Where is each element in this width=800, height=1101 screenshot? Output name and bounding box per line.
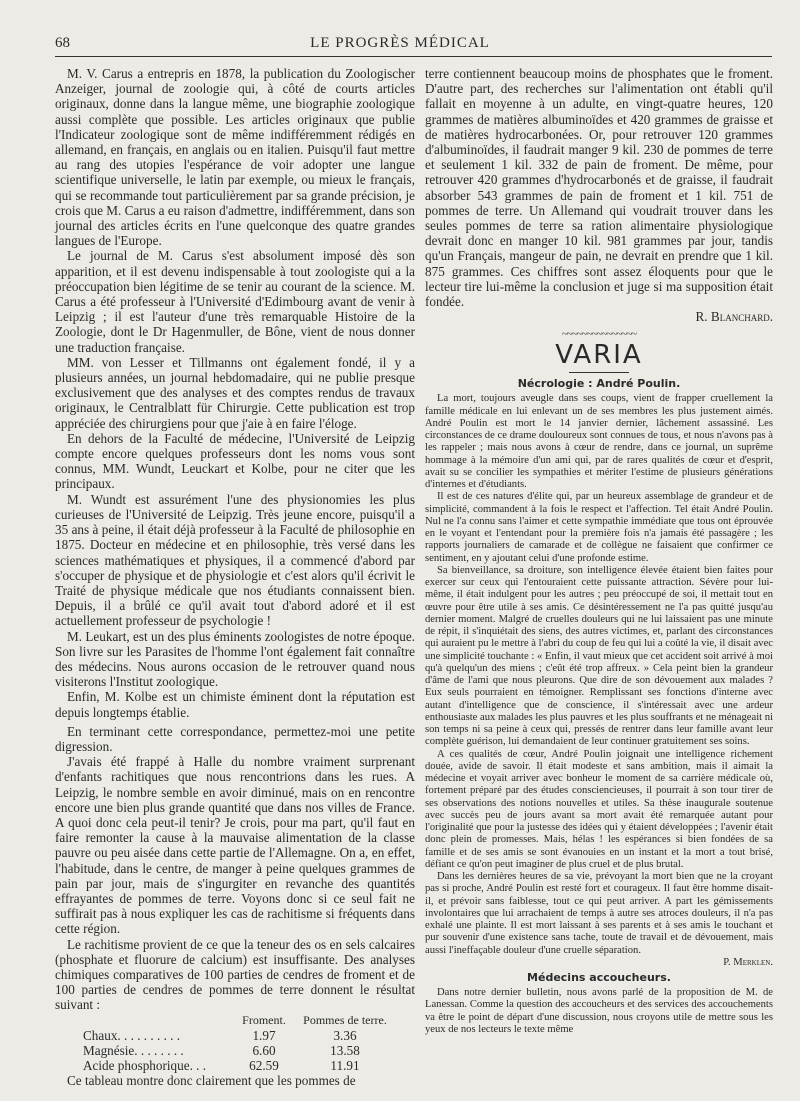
- paragraph: Dans les dernières heures de sa vie, prévoyant la mort bien que ne la croyant pas si proche, André Poulin est resté fort et courageux. Il faut être homme disait-il, et prévoir sans faiblesse, tout ce qui peut arriver. A part les gémissements involontaires que lui arrachaient de temps à autre ses atroces douleurs, il n'a pas exhalé une plainte. Il est mort laissant à ses parents et à ses amis le touchant et pur souvenir d'une existence sans tache, toute de travail et de dévouement, mais aussi l'ineffaçable douleur d'une cruelle séparation.: [425, 871, 773, 956]
- accoucheurs-text: [425, 987, 773, 1036]
- signature: R. Blanchard.: [695, 309, 773, 325]
- table-row: [83, 1043, 393, 1058]
- paragraph: Sa bienveillance, sa droiture, son intelligence élevée étaient bien faites pour exercer sur ceux qui l'entouraient cette puissante attraction. Sévère pour lui-même, il était indulgent pour les autres ; peu préoccupé de soi, il mettait tout en œuvre pour être utile à ses amis. Ce désintéressement ne l'a pas quitté jusqu'au dernier moment. Malgré de cruelles douleurs qui ne lui laissaient pas une minute de répit, il s'inquiétait des siens, des autres victimes, et, parlant des circonstances qui auraient pu le mettre à l'abri du coup de feu qui lui a coûté la vie, il disait avec une simplicité touchante : « Enfin, il vaut mieux que cet accident soit arrivé à moi qu'à quelqu'un des miens ; c'eût été trop affreux. » Cela peint bien la grandeur d'âme de l'ami que nous pleurons. Que dire de son dévouement aux malades ? Eux seuls pourraient en témoigner. Remplissant ses fonctions d'interne avec autant d'intelligence que de conscience, il s'intéressait avec une ardeur enthousiaste aux malades les plus pauvres et les plus souffrants et ne ménageait ni son temps ni sa peine à ceux qui, pressés de rentrer dans leur famille avant leur complète guérison, lui demandaient de leur continuer gratuitement ses soins.: [425, 564, 773, 748]
- paragraph: terre contiennent beaucoup moins de phosphates que le froment. D'autre part, des recherches sur l'alimentation ont établi qu'il fallait en moyenne à un adulte, en vingt-quatre heures, 120 grammes de matières albuminoïdes et 420 grammes de graisse et de matières hydrocarbonées. Or, pour retrouver 120 grammes d'albuminoïdes, il faudrait manger 9 kil. 230 de pommes de terre et seulement 1 kil. 332 de pain de froment. De même, pour retrouver 420 grammes d'hydrocarbonés et de graisse, il faudrait absorber 543 grammes de pain de froment et 1 kil. 751 de pommes de terre. Un Allemand qui voudrait trouver dans les seules pommes de terre sa ration alimentaire physiologique devrait donc en manger 10 kil. 981 grammes par jour, tandis qu'un Français, mangeur de pain, ne devrait en prendre que 1 kil. 875 grammes. Ces chiffres sont assez éloquents pour que le lecteur tire lui-même la conclusion et juge si ma supposition était fondée.: [425, 66, 773, 310]
- paragraph: Le journal de M. Carus s'est absolument imposé dès son apparition, et il est devenu indispensable à tout zoologiste qui a la préoccupation bien légitime de se tenir au courant de la science. M. Carus a été professeur à l'Université d'Edimbourg avant de venir à Leipzig ; il est l'auteur d'une très remarquable Histoire de la Zoologie, dont le Dr Hagenmuller, de Bône, vient de nous donner une traduction française.: [55, 248, 415, 355]
- header-rule: [55, 56, 772, 57]
- paragraph: La mort, toujours aveugle dans ses coups, vient de frapper cruellement la famille médicale en lui enlevant un de ses membres les plus justement aimés. André Poulin est mort le 14 janvier dernier, lâchement assassiné. Les circonstances de ce drame douloureux sont connues de tous, et nous n'avons pas à les rappeler ; mais nous avons à cœur de rendre, dans ce journal, un suprême hommage à la mémoire d'un ami qui, par de rares qualités de cœur et d'esprit, avait su se concilier les sympathies et mériter l'estime de plusieurs générations d'internes et d'étudiants.: [425, 393, 773, 491]
- table-header: Pommes de terre.: [303, 1012, 387, 1027]
- table-header: [83, 1013, 231, 1028]
- ornamental-separator: ~~~~~~~~~~~~~~~: [561, 328, 637, 341]
- right-column: [425, 66, 773, 1036]
- signature: P. Merklen.: [723, 956, 773, 968]
- paragraph: M. Leukart, est un des plus éminents zoologistes de notre époque. Son livre sur les Parasites de l'homme l'ont également fait connaître des médecins. Nous aurons occasion de le retrouver quand nous visiterons l'Institut zoologique.: [55, 628, 415, 690]
- necrology-text: [425, 393, 773, 969]
- subsection-title: Médecins accoucheurs.: [527, 971, 671, 985]
- paragraph: Enfin, M. Kolbe est un chimiste éminent dont la réputation est depuis longtemps établie.: [55, 689, 415, 720]
- table-cell: 6.60: [252, 1042, 276, 1058]
- paragraph: J'avais été frappé à Halle du nombre vraiment surprenant d'enfants rachitiques que nous rencontrions dans les rues. A Leipzig, le nombre semble en avoir diminué, mais on en rencontre encore une bien plus grande quantité que dans nos villes de France. A quoi donc cela peut-il tenir? Je crois, pour ma part, qu'il faut en faire remonter la cause à la mauvaise alimentation de la classe pauvre ou peu aisée dans cette partie de l'Allemagne. On a, en effet, l'habitude, dans le centre, de manger à peine quelques grammes de pain par jour, mais de s'ingurgiter en revanche des quantités effrayantes de pommes de terre. Voyons donc si ce seul fait ne suffirait pas à nous expliquer les cas de rachitisme si fréquents dans cette région.: [55, 754, 415, 937]
- table-cell: Acide phosphorique. . .: [83, 1057, 207, 1073]
- running-head: LE PROGRÈS MÉDICAL: [310, 35, 490, 51]
- paragraph: M. Wundt est assurément l'une des physionomies les plus curieuses de l'Université de Leipzig. Très jeune encore, puisqu'il a 35 ans à peine, il était déjà professeur à la Faculté de philosophie en 1875. Docteur en médecine et en philosophie, très versé dans les sciences mathématiques et physiques, il a commencé d'abord par s'occuper de physique et de physiologie et c'est alors qu'il écrivit le Traité de physique médicale que nos étudiants connaissent bien. Depuis, il a brûlé ce qu'il avait tout d'abord adoré et il est actuellement professeur de psychologie !: [55, 491, 415, 629]
- paragraph: A ces qualités de cœur, André Poulin joignait une intelligence richement douée, avide de savoir. Il était modeste et sans ambition, mais il aimait la médecine et voyait arriver avec bonheur le moment de sa carrière médicale où, fortement préparé par des études consciencieuses, il pourrait à son tour tirer de ses observations des notions nouvelles et utiles. Sa thèse inaugurale soutenue avec succès peu de jours avant sa mort avait été remarquée autant pour l'originalité que pour la justesse des idées qui y étaient développées ; l'avenir était donc plein de promesses. Mais, hélas ! les espérances si bien fondées de sa famille et de ses amis se sont évanouies en un instant et la mort a tout brisé, défiant ce qu'on peut imaginer de plus cruel et de plus brutal.: [425, 748, 773, 870]
- analysis-table: [83, 1013, 393, 1073]
- table-cell: 13.58: [330, 1042, 360, 1058]
- table-cell: 62.59: [249, 1057, 279, 1073]
- paragraph: Le rachitisme provient de ce que la teneur des os en sels calcaires (phosphate et fluorure de calcium) est insuffisante. Des analyses chimiques comparatives de 100 parties de cendres de froment et de 100 parties de cendres de pommes de terre donnent le résultat suivant :: [55, 936, 415, 1013]
- table-header: Froment.: [242, 1012, 286, 1027]
- paragraph: En terminant cette correspondance, permettez-moi une petite digression.: [55, 723, 415, 754]
- left-column: [55, 66, 415, 1088]
- table-cell: 11.91: [330, 1057, 360, 1073]
- table-cell: 3.36: [333, 1027, 357, 1043]
- table-cell: 1.97: [252, 1027, 276, 1043]
- paragraph: Ce tableau montre donc clairement que les pommes de: [67, 1072, 356, 1088]
- table-cell: Chaux. . . . . . . . . .: [83, 1027, 181, 1043]
- section-title: VARIA: [555, 340, 643, 371]
- paragraph: En dehors de la Faculté de médecine, l'Université de Leipzig compte encore quelques professeurs dont les noms vous sont connus, MM. Wundt, Leuckart et Kolbe, pour ne citer que les principaux.: [55, 430, 415, 492]
- paragraph: M. V. Carus a entrepris en 1878, la publication du Zoologischer Anzeiger, journal de zoologie qui, à côté de courts articles originaux, donne dans la langue même, une biographie zoologique aussi complète que possible. Les articles originaux que publie l'Indicateur zoologique sont de même indifféremment rédigés en allemand, en français, en anglais ou en italien. Puisqu'il faut mettre au rang des utopies l'espérance de voir adopter une langue scientifique universelle, le latin par exemple, ou mieux le français, qui se recommande tout particulièrement par sa grande précision, je crois que M. Carus a eu raison d'admettre, indifféremment, dans son journal des articles écrits en l'une quelconque des quatre grandes langues de l'Europe.: [55, 66, 415, 249]
- table-header-row: [83, 1013, 393, 1028]
- subsection-title: Nécrologie : André Poulin.: [517, 377, 681, 391]
- paragraph: MM. von Lesser et Tillmanns ont également fondé, il y a plusieurs années, un journal hebdomadaire, qui ne publie presque exclusivement que des analyses et des comptes rendus de travaux originaux, le Centralblatt für Chirurgie. Cette publication est trop appréciée des chirurgiens pour que j'aie à en faire l'éloge.: [55, 354, 415, 431]
- table-row: [83, 1028, 393, 1043]
- paragraph: Dans notre dernier bulletin, nous avons parlé de la proposition de M. de Lanessan. Comme la question des accoucheurs et des services des accouchements va être le point de départ d'une discussion, nous croyons utile de mettre sous les yeux de nos lecteurs le texte même: [425, 987, 773, 1035]
- table-cell: Magnésie. . . . . . . .: [83, 1042, 184, 1058]
- page-number: 68: [55, 35, 70, 51]
- section-rule: [569, 372, 629, 373]
- table-row: [83, 1058, 393, 1073]
- paragraph: Il est de ces natures d'élite qui, par un heureux assemblage de grandeur et de simplicité, commandent à la fois le respect et l'affection. Tel était André Poulin. Nul ne l'a connu sans l'aimer et cette sympathie immédiate que tous ont éprouvée en le voyant et l'entendant pour la première fois n'a jamais été passagère ; les rapports journaliers de camarade et de collègue ne faisaient que confirmer ce sentiment, en y ajoutant celui d'une profonde estime.: [425, 491, 773, 564]
